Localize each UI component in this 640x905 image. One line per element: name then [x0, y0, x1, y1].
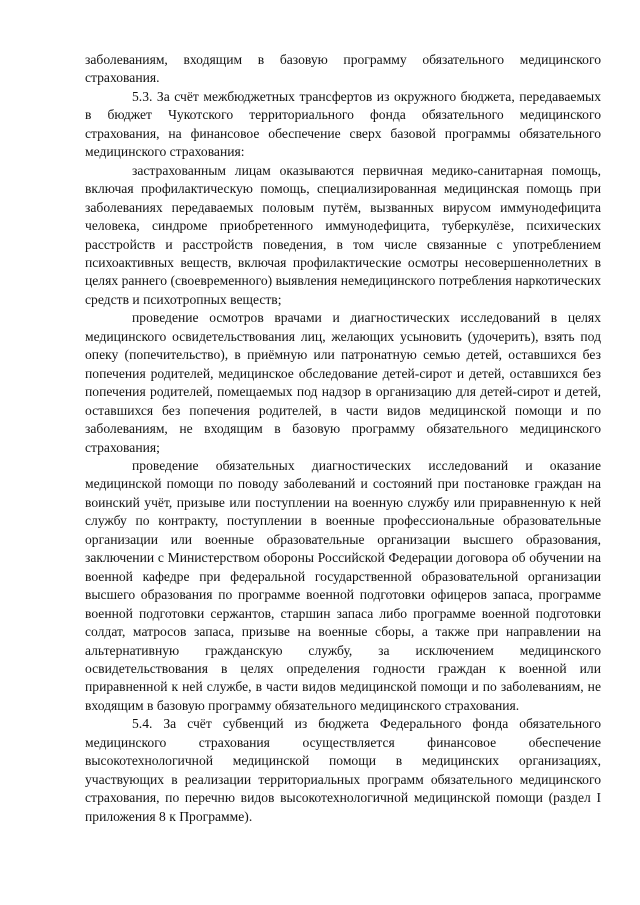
paragraph-adoption-examinations: проведение осмотров врачами и диагностических исследований в целях медицинского освидетельствования лиц, желающих усыновить (удочерить), взять под опеку (попечительство), в приёмную или патронатную семью детей, оставшихся без попечения родителей, медицинское обследование детей-сирот и детей, оставшихся без попечения родителей, помещаемых под надзор в организацию для детей-сирот и детей, оставшихся без попечения родителей, в части видов медицинской помощи и по заболеваниям, не входящим в базовую программу обязательного медицинского страхования;: [85, 310, 601, 455]
document-page: [85, 51, 601, 826]
paragraph-insured-persons-care: застрахованным лицам оказываются первичная медико-санитарная помощь, включая профилактическую помощь, специализированная медицинская помощь при заболеваниях передаваемых половым путём, вызванных вирусом иммунодефицита человека, синдроме приобретенного иммунодефицита, туберкулёзе, психических расстройств и расстройств поведения, в том числе связанные с употреблением психоактивных веществ, включая профилактические осмотры несовершеннолетних в целях раннего (своевременного) выявления немедицинского потребления наркотических средств и психотропных веществ;: [85, 162, 601, 307]
paragraph-section-5-4: 5.4. За счёт субвенций из бюджета Федерального фонда обязательного медицинского страхования осуществляется финансовое обеспечение высокотехнологичной медицинской помощи в медицинских организациях, участвующих в реализации территориальных программ обязательного медицинского страхования, по перечню видов высокотехнологичной медицинской помощи (раздел I приложения 8 к Программе).: [85, 716, 601, 824]
paragraph-section-5-3: 5.3. За счёт межбюджетных трансфертов из окружного бюджета, передаваемых в бюджет Чукотского территориального фонда обязательного медицинского страхования, на финансовое обеспечение сверх базовой программы обязательного медицинского страхования:: [85, 88, 601, 160]
paragraph-military-examinations: проведение обязательных диагностических исследований и оказание медицинской помощи по поводу заболеваний и состояний при постановке граждан на воинский учёт, призыве или поступлении на военную службу или приравненную к ней службу по контракту, поступлении в военные профессиональные образовательные организации или военные образовательные организации высшего образования, заключении с Министерством обороны Российской Федерации договора об обучении на военной кафедре при федеральной государственной образовательной организации высшего образования по программе военной подготовки офицеров запаса, программе военной подготовки сержантов, старшин запаса либо программе военной подготовки солдат, матросов запаса, призыве на военные сборы, а также при направлении на альтернативную гражданскую службу, за исключением медицинского освидетельствования в целях определения годности граждан к военной или приравненной к ней службе, в части видов медицинской помощи и по заболеваниям, не входящим в базовую программу обязательного медицинского страхования.: [85, 457, 601, 713]
paragraph-continuation: заболеваниям, входящим в базовую программу обязательного медицинского страхования.: [85, 52, 601, 86]
